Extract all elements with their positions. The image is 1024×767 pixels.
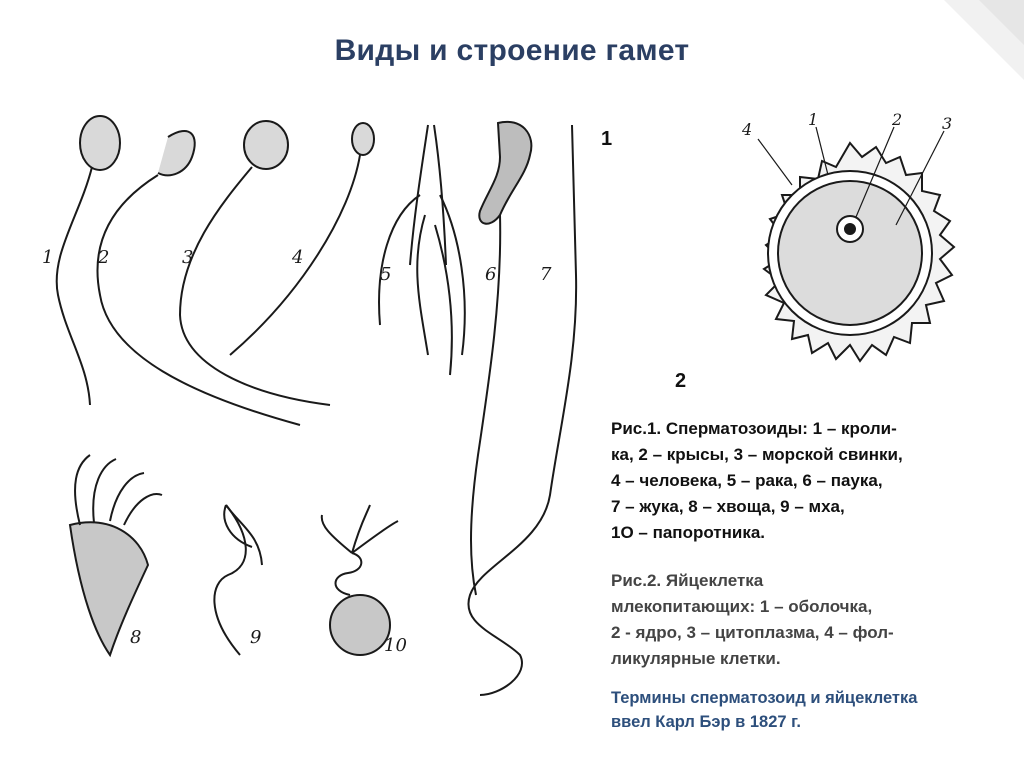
sperm-label-6: 6 [485,264,497,285]
caption-line: 4 – человека, 5 – рака, 6 – паука, [611,471,883,490]
cytoplasm [778,181,922,325]
egg-label-1: 1 [808,110,819,129]
sperm-2-tail [97,175,300,425]
slide-title: Виды и строение гамет [334,34,690,67]
figure-1-number: 1 [601,128,613,150]
caption-line: млекопитающих: 1 – оболочка, [611,597,873,616]
sperm-label-2: 2 [98,247,110,268]
egg-label-4: 4 [742,120,753,139]
sperm-10-spiral [336,553,362,595]
terms-note [611,686,1001,734]
sperm-10-flagella [322,505,398,553]
sperm-4-head [352,123,374,155]
figure-1-caption [611,416,1001,546]
note-line: Термины сперматозоид и яйцеклетка [611,689,918,707]
sperm-label-3: 3 [182,247,194,268]
note-line: ввел Карл Бэр в 1827 г. [611,713,801,731]
sperm-3-head [244,121,288,169]
caption-line: ка, 2 – крысы, 3 – морской свинки, [611,445,903,464]
figure-2-number: 2 [675,370,687,392]
caption-line: 7 – жука, 8 – хвоща, 9 – мха, [611,497,845,516]
caption-line: ликулярные клетки. [611,649,781,668]
sperm-3-tail [180,167,330,405]
caption-line: 2 - ядро, 3 – цитоплазма, 4 – фол- [611,623,894,642]
sperm-label-5: 5 [380,264,392,285]
sperm-label-4: 4 [292,247,304,268]
sperm-1-head [80,116,120,170]
egg-label-2: 2 [892,110,903,129]
sperm-10-cell [330,595,390,655]
sperm-label-8: 8 [130,627,142,648]
caption-line: Рис.2. Яйцеклетка [611,571,764,590]
egg-label-3: 3 [942,114,953,133]
sperm-8-flagella [75,455,162,525]
sperm-label-9: 9 [250,627,262,648]
caption-line: Рис.1. Сперматозоиды: 1 – кроли- [611,419,897,438]
figure-2-caption [611,568,1001,672]
sperm-6-head [479,122,531,224]
egg-cell-illustration [700,105,990,400]
sperm-9-body [214,505,245,655]
pointer-4 [758,139,792,185]
sperm-1-tail [57,167,92,405]
sperm-label-7: 7 [540,264,552,285]
caption-line: 1О – папоротника. [611,523,766,542]
spermatozoa-illustration [30,95,600,725]
sperm-5-branches [379,195,465,375]
sperm-label-10: 10 [384,635,407,656]
sperm-label-1: 1 [42,247,54,268]
sperm-2-head [158,131,195,175]
